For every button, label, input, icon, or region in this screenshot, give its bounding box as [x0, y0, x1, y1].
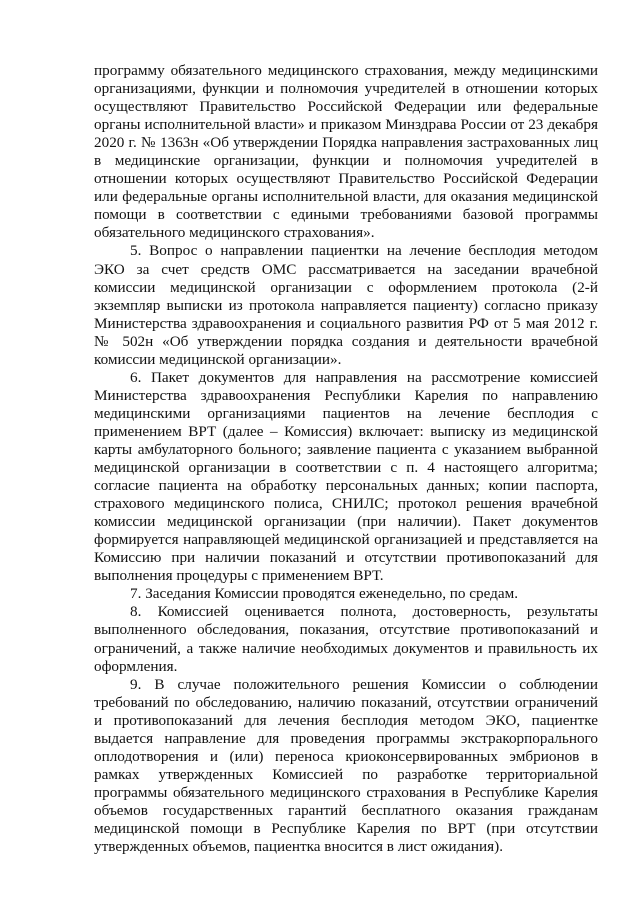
paragraph-8: 8. Комиссией оценивается полнота, достоверность, результаты выполненного обследования, показания, отсутствие противопоказаний и ограничений, а также наличие необходимых документов и правильность их оформления. — [94, 603, 598, 675]
paragraph-continuation: программу обязательного медицинского страхования, между медицинскими организациями, функции и полномочия учредителей в отношении которых осуществляют Правительство Российской Федерации или федеральные органы исполнительной власти» и приказом Минздрава России от 23 декабря 2020 г. № 1363н «Об утверждении Порядка направления застрахованных лиц в медицинские организации, функции и полномочия учредителей в отношении которых осуществляют Правительство Российской Федерации или федеральные органы исполнительной власти, для оказания медицинской помощи в соответствии с едиными требованиями базовой программы обязательного медицинского страхования». — [94, 62, 598, 242]
paragraph-5: 5. Вопрос о направлении пациентки на лечение бесплодия методом ЭКО за счет средств ОМС рассматривается на заседании врачебной комиссии медицинской организации с оформлением протокола (2-й экземпляр выписки из протокола направляется пациенту) согласно приказу Министерства здравоохранения и социального развития РФ от 5 мая 2012 г. № 502н «Об утверждении порядка создания и деятельности врачебной комиссии медицинской организации». — [94, 242, 598, 368]
paragraph-9: 9. В случае положительного решения Комиссии о соблюдении требований по обследованию, наличию показаний, отсутствии ограничений и противопоказаний для лечения бесплодия методом ЭКО, пациентке выдается направление для проведения программы экстракорпорального оплодотворения и (или) переноса криоконсервированных эмбрионов в рамках утвержденных Комиссией по разработке территориальной программы обязательного медицинского страхования в Республике Карелия объемов государственных гарантий бесплатного оказания гражданам медицинской помощи в Республике Карелия по ВРТ (при отсутствии утвержденных объемов, пациентка вносится в лист ожидания). — [94, 675, 598, 856]
paragraph-6: 6. Пакет документов для направления на рассмотрение комиссией Министерства здравоохранения Республики Карелия по направлению медицинскими организациями пациентов на лечение бесплодия с применением ВРТ (далее – Комиссия) включает: выписку из медицинской карты амбулаторного больного; заявление пациента с указанием выбранной медицинской организации в соответствии с п. 4 настоящего алгоритма; согласие пациента на обработку персональных данных; копии паспорта, страхового медицинского полиса, СНИЛС; протокол решения врачебной комиссии медицинской организации (при наличии). Пакет документов формируется направляющей медицинской организацией и представляется на Комиссию при наличии показаний и отсутствии противопоказаний для выполнения процедуры с применением ВРТ. — [94, 368, 598, 585]
paragraph-7: 7. Заседания Комиссии проводятся еженедельно, по средам. — [130, 585, 519, 603]
